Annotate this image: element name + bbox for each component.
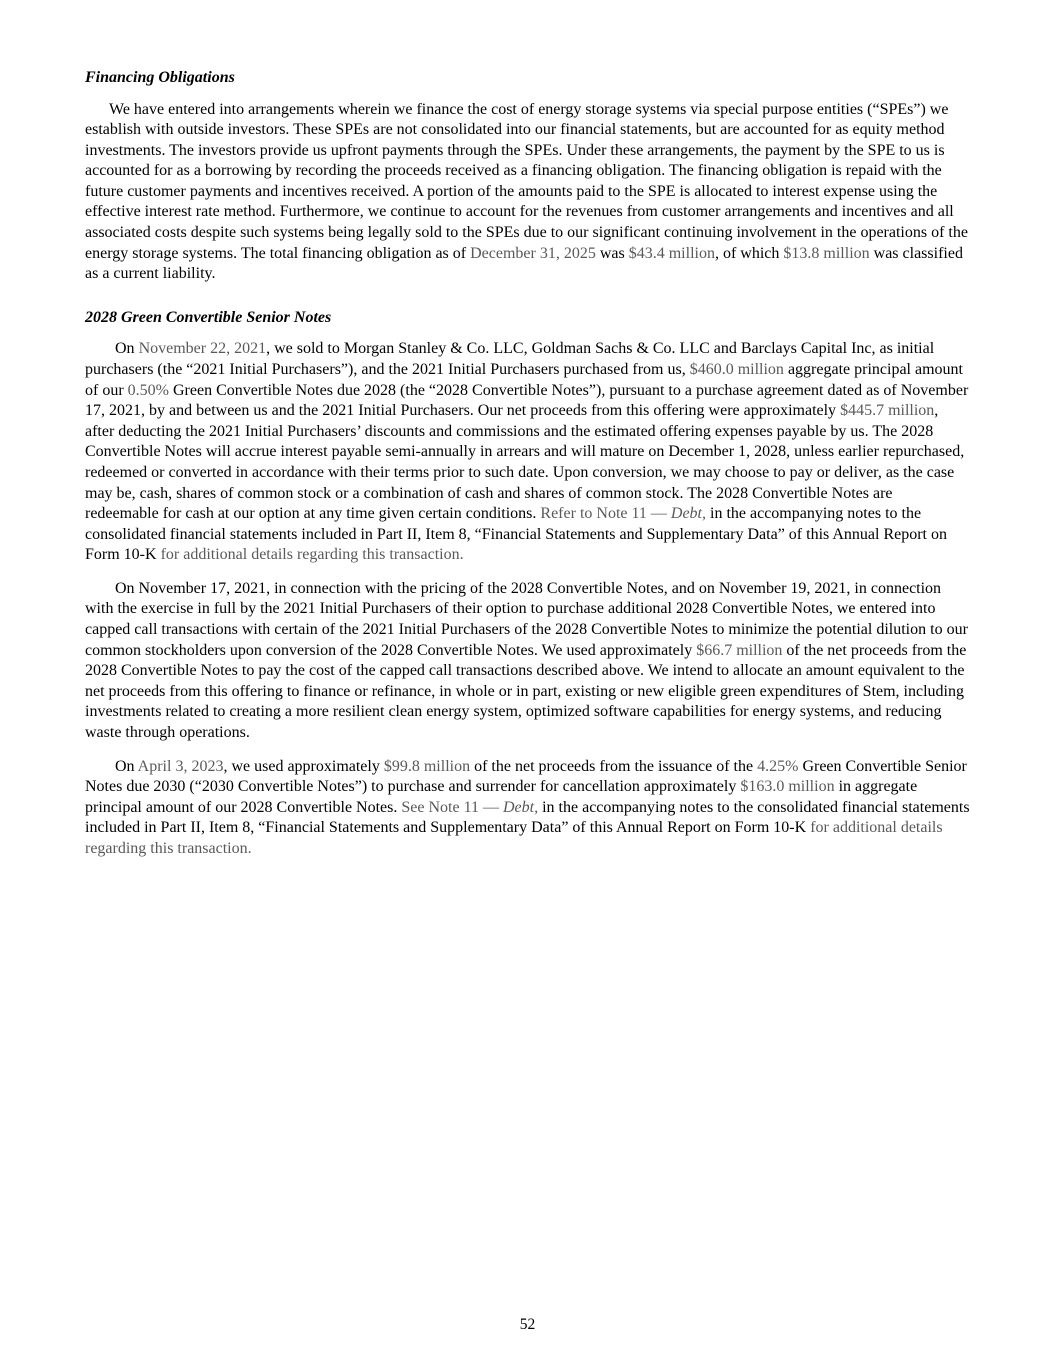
- notes-repurchase-paragraph-segment: April 3, 2023: [137, 757, 224, 775]
- notes-issuance-paragraph-segment: November 22, 2021: [138, 340, 267, 358]
- notes-repurchase-paragraph-segment: for additional details regarding this transaction.: [85, 819, 943, 857]
- capped-call-paragraph-segment: of the net proceeds from the 2028 Convertible Notes to pay the cost of the capped call transactions described above. We intend to allocate an amount equivalent to the net proceeds from this offering to finance or refinance, in whole or in part, existing or new eligible green expenditures of Stem, including investments related to creating a more resilient clean energy system, optimized software capabilities for energy systems, and reducing waste through operations.: [85, 641, 967, 742]
- notes-issuance-paragraph-segment: , we sold to Morgan Stanley & Co. LLC, Goldman Sachs & Co. LLC and Barclays Capital Inc, as initial purchasers (the “2021 Initial Purchasers”), and the 2021 Initial Purchasers purchased from us,: [85, 340, 935, 378]
- financing-obligations-heading: Financing Obligations: [85, 69, 235, 86]
- notes-repurchase-paragraph-segment: of the net proceeds from the issuance of the: [470, 757, 758, 775]
- notes-repurchase-paragraph-segment: See Note 11 —: [401, 798, 503, 816]
- notes-repurchase-paragraph-segment: , we used approximately: [223, 757, 384, 775]
- financing-obligations-paragraph-segment: December 31, 2025: [470, 244, 596, 262]
- financing-obligations-paragraph-segment: was: [595, 244, 629, 262]
- page-number: 52: [519, 1316, 536, 1333]
- notes-issuance-paragraph-segment: On: [115, 340, 139, 358]
- notes-issuance-paragraph-segment: aggregate principal amount of our: [85, 360, 963, 399]
- capped-call-paragraph: [85, 579, 970, 744]
- notes-repurchase-paragraph-segment: Debt,: [503, 798, 539, 816]
- green-convertible-notes-heading: 2028 Green Convertible Senior Notes: [85, 308, 332, 326]
- notes-issuance-paragraph-segment: for additional details regarding this transaction.: [160, 546, 464, 564]
- financing-obligations-paragraph-segment: was classified as a current liability.: [85, 244, 963, 283]
- notes-repurchase-paragraph-segment: $163.0 million: [740, 778, 835, 796]
- capped-call-paragraph-segment: $66.7 million: [696, 641, 783, 659]
- notes-issuance-paragraph-segment: Refer to Note 11 —: [540, 505, 671, 523]
- notes-repurchase-paragraph-segment: $99.8 million: [383, 757, 471, 775]
- financing-obligations-paragraph-segment: $13.8 million: [783, 244, 870, 262]
- notes-repurchase-paragraph-segment: 4.25%: [757, 757, 799, 775]
- financing-obligations-paragraph-segment: $43.4 million: [628, 244, 715, 262]
- notes-issuance-paragraph: [85, 339, 970, 566]
- financing-obligations-paragraph: [85, 100, 970, 285]
- notes-issuance-paragraph-segment: Green Convertible Notes due 2028 (the “2028 Convertible Notes”), pursuant to a purchase agreement dated as of November 17, 2021, by and between us and the 2021 Initial Purchasers. Our net proceeds from this offering were approximately: [85, 381, 969, 420]
- notes-repurchase-paragraph-segment: On: [115, 757, 138, 775]
- notes-repurchase-paragraph-segment: in aggregate principal amount of our 2028 Convertible Notes.: [85, 778, 918, 816]
- notes-repurchase-paragraph-segment: Green Convertible Senior Notes due 2030 (“2030 Convertible Notes”) to purchase and surrender for cancellation approximately: [85, 757, 967, 796]
- notes-issuance-paragraph-segment: $445.7 million: [840, 402, 935, 420]
- notes-issuance-paragraph-segment: in the accompanying notes to the consolidated financial statements included in Part II, Item 8, “Financial Statements and Supplementary Data” of this Annual Report on Form 10-K: [85, 505, 947, 564]
- notes-issuance-paragraph-segment: 0.50%: [127, 381, 169, 399]
- capped-call-paragraph-segment: On November 17, 2021, in connection with the pricing of the 2028 Convertible Notes, and on November 19, 2021, in connection with the exercise in full by the 2021 Initial Purchasers of their option to purchase additional 2028 Convertible Notes, we entered into capped call transactions with certain of the 2021 Initial Purchasers of the 2028 Convertible Notes to minimize the potential dilution to our common stockholders upon conversion of the 2028 Convertible Notes. We used approximately: [85, 579, 968, 659]
- notes-repurchase-paragraph: [85, 757, 970, 860]
- financing-obligations-paragraph-segment: , of which: [714, 244, 784, 262]
- notes-issuance-paragraph-segment: Debt,: [670, 505, 706, 523]
- notes-issuance-paragraph-segment: $460.0 million: [689, 360, 784, 378]
- notes-repurchase-paragraph-segment: in the accompanying notes to the consolidated financial statements included in Part II, Item 8, “Financial Statements and Supplementary Data” of this Annual Report on Form 10-K: [85, 798, 970, 837]
- financing-obligations-paragraph-segment: We have entered into arrangements wherein we finance the cost of energy storage systems via special purpose entities (“SPEs”) we establish with outside investors. These SPEs are not consolidated into our financial statements, but are accounted for as equity method investments. The investors provide us upfront payments through the SPEs. Under these arrangements, the payment by the SPE to us is accounted for as a borrowing by recording the proceeds received as a financing obligation. The financing obligation is repaid with the future customer payments and incentives received. A portion of the amounts paid to the SPE is allocated to interest expense using the effective interest rate method. Furthermore, we continue to account for the revenues from customer arrangements and incentives and all associated costs despite such systems being legally sold to the SPEs due to our significant continuing involvement in the operations of the energy storage systems. The total financing obligation as of: [85, 100, 968, 262]
- notes-issuance-paragraph-segment: , after deducting the 2021 Initial Purchasers’ discounts and commissions and the estimated offering expenses payable by us. The 2028 Convertible Notes will accrue interest payable semi-annually in arrears and will mature on December 1, 2028, unless earlier repurchased, redeemed or converted in accordance with their terms prior to such date. Upon conversion, we may choose to pay or deliver, as the case may be, cash, shares of common stock or a combination of cash and shares of common stock. The 2028 Convertible Notes are redeemable for cash at our option at any time given certain conditions.: [85, 402, 965, 523]
